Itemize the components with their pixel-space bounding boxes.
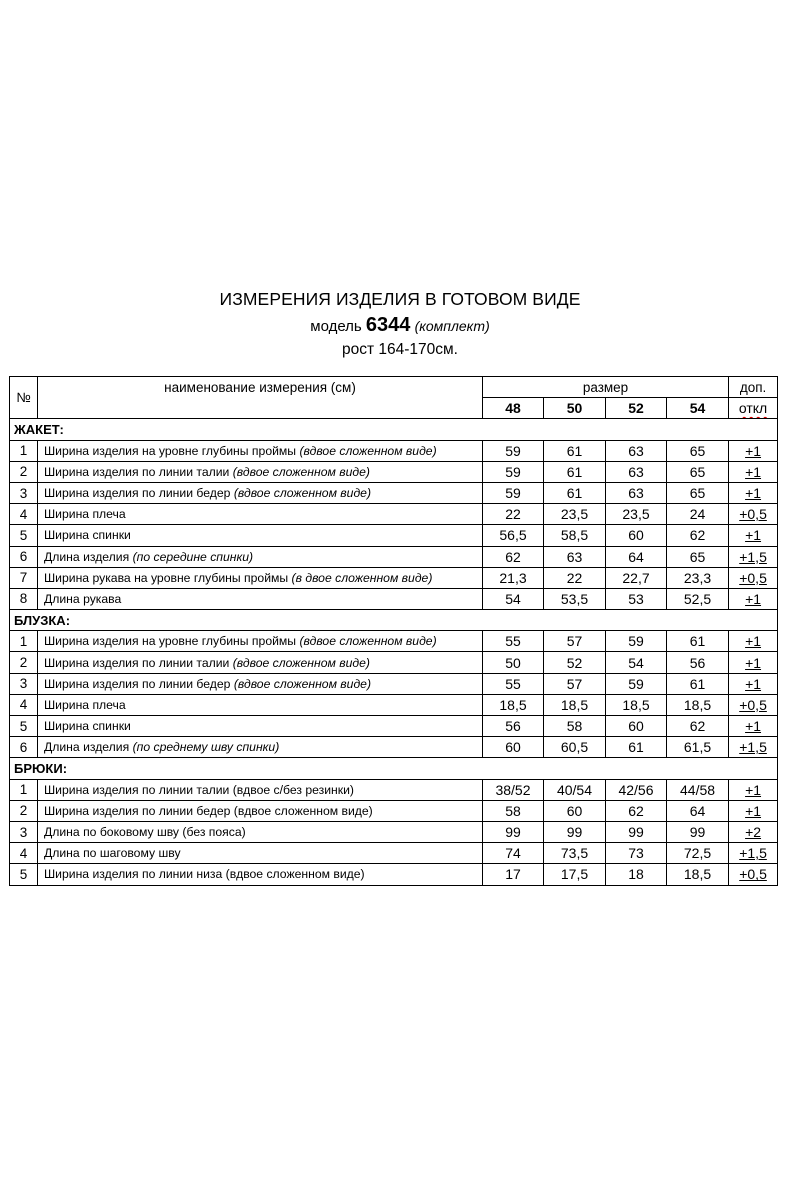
- table-row: [10, 694, 778, 715]
- tolerance-value: [729, 800, 778, 821]
- tolerance-text: +1,5: [739, 845, 767, 862]
- tolerance-text: +1: [745, 781, 762, 798]
- size-value: 56: [667, 652, 729, 673]
- tolerance-value: [729, 716, 778, 737]
- size-value: 57: [544, 673, 606, 694]
- size-value: 18,5: [667, 864, 729, 885]
- size-value: 65: [667, 440, 729, 461]
- tolerance-text: +1: [745, 463, 762, 480]
- size-value: 53,5: [544, 588, 606, 609]
- measurement-note: (вдвое сложенном виде): [299, 443, 437, 458]
- tolerance-text: +1: [745, 654, 762, 671]
- size-value: 58,5: [544, 525, 606, 546]
- section-title: БЛУЗКА:: [10, 610, 778, 631]
- size-48: 48: [483, 398, 544, 419]
- size-value: 52: [544, 652, 606, 673]
- size-value: 59: [606, 673, 667, 694]
- measurement-note: (вдвое сложенном виде): [299, 634, 437, 649]
- row-number: 5: [10, 716, 38, 737]
- size-value: 59: [483, 482, 544, 503]
- tolerance-text: +2: [745, 824, 762, 841]
- row-number: 6: [10, 737, 38, 758]
- row-number: 1: [10, 440, 38, 461]
- model-label: модель: [310, 318, 362, 335]
- size-value: 42/56: [606, 779, 667, 800]
- tolerance-value: [729, 694, 778, 715]
- size-value: 60: [606, 716, 667, 737]
- row-number: 4: [10, 843, 38, 864]
- size-value: 23,3: [667, 567, 729, 588]
- row-number: 6: [10, 546, 38, 567]
- measurement-label: Длина изделия: [44, 740, 133, 755]
- size-value: 23,5: [544, 504, 606, 525]
- tolerance-value: [729, 843, 778, 864]
- tolerance-text: +0,5: [739, 866, 767, 883]
- size-value: 61: [544, 440, 606, 461]
- measurement-name: [38, 843, 483, 864]
- tolerance-value: [729, 546, 778, 567]
- table-row: [10, 546, 778, 567]
- size-value: 56,5: [483, 525, 544, 546]
- size-value: 18,5: [667, 694, 729, 715]
- measurement-name: [38, 800, 483, 821]
- measurement-label: Ширина спинки: [44, 528, 131, 543]
- measurement-label: Ширина изделия по линии талии: [44, 464, 233, 479]
- document-title: ИЗМЕРЕНИЯ ИЗДЕЛИЯ В ГОТОВОМ ВИДЕ: [219, 289, 581, 309]
- tolerance-value: [729, 652, 778, 673]
- size-value: 60: [544, 800, 606, 821]
- size-value: 61: [667, 673, 729, 694]
- measurement-label: Ширина изделия по линии бедер: [44, 676, 234, 691]
- row-number: 5: [10, 864, 38, 885]
- size-value: 59: [483, 440, 544, 461]
- tolerance-value: [729, 440, 778, 461]
- measurement-name: [38, 737, 483, 758]
- measurement-note: (по середине спинки): [132, 549, 254, 564]
- measurement-label: Длина рукава: [44, 591, 122, 606]
- size-value: 65: [667, 461, 729, 482]
- header-number: №: [10, 377, 38, 419]
- size-value: 63: [606, 461, 667, 482]
- size-value: 21,3: [483, 567, 544, 588]
- size-52: 52: [606, 398, 667, 419]
- measurement-note: (по среднему шву спинки): [132, 740, 280, 755]
- size-value: 17: [483, 864, 544, 885]
- size-value: 55: [483, 673, 544, 694]
- size-value: 62: [483, 546, 544, 567]
- measurement-label: Ширина плеча: [44, 507, 126, 522]
- measurement-name: [38, 440, 483, 461]
- size-value: 99: [544, 821, 606, 842]
- size-value: 64: [667, 800, 729, 821]
- size-value: 17,5: [544, 864, 606, 885]
- measurement-label: Ширина изделия по линии низа (вдвое сложенном виде): [44, 867, 365, 882]
- measurement-note: (вдвое сложенном виде): [232, 464, 370, 479]
- size-value: 58: [544, 716, 606, 737]
- size-value: 99: [483, 821, 544, 842]
- row-number: 1: [10, 631, 38, 652]
- size-value: 53: [606, 588, 667, 609]
- model-kind: (комплект): [414, 318, 490, 334]
- tolerance-value: [729, 567, 778, 588]
- table-row: [10, 461, 778, 482]
- tolerance-value: [729, 461, 778, 482]
- measurement-name: [38, 694, 483, 715]
- section-row: [10, 419, 778, 440]
- tolerance-value: [729, 864, 778, 885]
- table-row: [10, 716, 778, 737]
- measurement-label: Длина изделия: [44, 549, 133, 564]
- measurement-name: [38, 673, 483, 694]
- size-value: 60: [483, 737, 544, 758]
- measurement-note: (вдвое сложенном виде): [233, 676, 372, 691]
- size-value: 52,5: [667, 588, 729, 609]
- size-50: 50: [544, 398, 606, 419]
- size-value: 18: [606, 864, 667, 885]
- table-row: [10, 567, 778, 588]
- section-title: ЖАКЕТ:: [10, 419, 778, 440]
- size-value: 59: [606, 631, 667, 652]
- size-value: 60: [606, 525, 667, 546]
- table-row: [10, 504, 778, 525]
- table-row: [10, 673, 778, 694]
- measurement-name: [38, 631, 483, 652]
- measurement-name: [38, 821, 483, 842]
- measurement-name: [38, 716, 483, 737]
- measurement-name: [38, 504, 483, 525]
- tolerance-value: [729, 525, 778, 546]
- size-value: 18,5: [544, 694, 606, 715]
- measurement-name: [38, 588, 483, 609]
- table-body: [10, 419, 778, 885]
- row-number: 1: [10, 779, 38, 800]
- section-title: БРЮКИ:: [10, 758, 778, 779]
- size-value: 60,5: [544, 737, 606, 758]
- tolerance-value: [729, 673, 778, 694]
- size-value: 56: [483, 716, 544, 737]
- measurement-label: Ширина рукава на уровне глубины проймы: [44, 570, 292, 585]
- size-value: 50: [483, 652, 544, 673]
- size-value: 64: [606, 546, 667, 567]
- size-value: 57: [544, 631, 606, 652]
- size-value: 63: [544, 546, 606, 567]
- table-row: [10, 525, 778, 546]
- size-value: 18,5: [606, 694, 667, 715]
- height-range: рост 164-170см.: [342, 341, 458, 358]
- table-row: [10, 843, 778, 864]
- row-number: 2: [10, 800, 38, 821]
- measurement-name: [38, 546, 483, 567]
- size-value: 99: [667, 821, 729, 842]
- size-value: 18,5: [483, 694, 544, 715]
- table-row: [10, 631, 778, 652]
- size-value: 65: [667, 546, 729, 567]
- row-number: 8: [10, 588, 38, 609]
- size-value: 62: [667, 716, 729, 737]
- table-row: [10, 652, 778, 673]
- size-value: 22: [483, 504, 544, 525]
- tolerance-text: +1,5: [739, 548, 767, 565]
- size-value: 61: [544, 482, 606, 503]
- measurement-name: [38, 652, 483, 673]
- measurement-label: Ширина изделия по линии талии: [44, 655, 233, 670]
- row-number: 5: [10, 525, 38, 546]
- measurement-name: [38, 567, 483, 588]
- measurement-label: Ширина изделия по линии талии (вдвое с/без резинки): [44, 782, 354, 797]
- measurement-label: Длина по шаговому шву: [44, 846, 181, 861]
- table-row: [10, 737, 778, 758]
- tolerance-text: +1: [745, 718, 762, 735]
- tolerance-text: +1: [745, 633, 762, 650]
- measurements-table: [9, 376, 778, 886]
- size-value: 23,5: [606, 504, 667, 525]
- table-row: [10, 588, 778, 609]
- tolerance-value: [729, 821, 778, 842]
- header-tolerance-top: доп.: [729, 377, 778, 398]
- row-number: 2: [10, 652, 38, 673]
- size-value: 58: [483, 800, 544, 821]
- tolerance-text: +1: [745, 527, 762, 544]
- size-value: 61,5: [667, 737, 729, 758]
- section-row: [10, 758, 778, 779]
- tolerance-value: [729, 631, 778, 652]
- size-value: 44/58: [667, 779, 729, 800]
- tolerance-text: +1: [745, 802, 762, 819]
- table-row: [10, 482, 778, 503]
- tolerance-text: +1: [745, 675, 762, 692]
- row-number: 2: [10, 461, 38, 482]
- model-line: [0, 314, 800, 337]
- row-number: 4: [10, 504, 38, 525]
- measurement-label: Длина по боковому шву (без пояса): [44, 825, 246, 840]
- table-row: [10, 821, 778, 842]
- size-value: 72,5: [667, 843, 729, 864]
- row-number: 4: [10, 694, 38, 715]
- measurement-label: Ширина изделия по линии бедер (вдвое сложенном виде): [44, 803, 373, 818]
- measurement-label: Ширина изделия на уровне глубины проймы: [44, 634, 300, 649]
- measurement-name: [38, 525, 483, 546]
- measurement-name: [38, 779, 483, 800]
- size-value: 63: [606, 482, 667, 503]
- size-value: 24: [667, 504, 729, 525]
- size-value: 55: [483, 631, 544, 652]
- size-value: 22,7: [606, 567, 667, 588]
- tolerance-text: +1: [745, 590, 762, 607]
- size-value: 54: [606, 652, 667, 673]
- tolerance-text: +1: [745, 442, 762, 459]
- table-row: [10, 800, 778, 821]
- size-value: 40/54: [544, 779, 606, 800]
- size-value: 73,5: [544, 843, 606, 864]
- size-value: 99: [606, 821, 667, 842]
- header-tolerance-bottom: откл: [729, 398, 778, 419]
- header-size: размер: [483, 377, 729, 398]
- row-number: 3: [10, 482, 38, 503]
- measurement-name: [38, 482, 483, 503]
- tolerance-text: +1: [745, 485, 762, 502]
- tolerance-value: [729, 737, 778, 758]
- size-value: 73: [606, 843, 667, 864]
- size-value: 63: [606, 440, 667, 461]
- measurement-label: Ширина изделия на уровне глубины проймы: [44, 443, 300, 458]
- size-value: 74: [483, 843, 544, 864]
- measurement-note: (вдвое сложенном виде): [232, 655, 370, 670]
- model-number: 6344: [365, 314, 411, 336]
- size-value: 59: [483, 461, 544, 482]
- size-value: 62: [667, 525, 729, 546]
- size-value: 61: [667, 631, 729, 652]
- measurement-note: (вдвое сложенном виде): [233, 486, 372, 501]
- tolerance-value: [729, 779, 778, 800]
- size-value: 38/52: [483, 779, 544, 800]
- measurement-name: [38, 461, 483, 482]
- measurement-label: Ширина изделия по линии бедер: [44, 486, 234, 501]
- row-number: 7: [10, 567, 38, 588]
- tolerance-text: +0,5: [739, 696, 767, 713]
- size-value: 22: [544, 567, 606, 588]
- measurement-note: (в двое сложенном виде): [291, 570, 433, 585]
- tolerance-value: [729, 482, 778, 503]
- size-value: 54: [483, 588, 544, 609]
- row-number: 3: [10, 673, 38, 694]
- size-value: 61: [544, 461, 606, 482]
- measurement-label: Ширина плеча: [44, 697, 126, 712]
- size-value: 62: [606, 800, 667, 821]
- tolerance-text: +1,5: [739, 739, 767, 756]
- size-54: 54: [667, 398, 729, 419]
- table-row: [10, 779, 778, 800]
- table-row: [10, 440, 778, 461]
- size-value: 61: [606, 737, 667, 758]
- section-row: [10, 610, 778, 631]
- measurement-label: Ширина спинки: [44, 719, 131, 734]
- tolerance-text: +0,5: [739, 569, 767, 586]
- tolerance-value: [729, 588, 778, 609]
- tolerance-text: +0,5: [739, 506, 767, 523]
- tolerance-value: [729, 504, 778, 525]
- size-value: 65: [667, 482, 729, 503]
- header-name: наименование измерения (см): [38, 377, 483, 419]
- table-row: [10, 864, 778, 885]
- row-number: 3: [10, 821, 38, 842]
- measurement-name: [38, 864, 483, 885]
- table-header-row: [10, 377, 778, 398]
